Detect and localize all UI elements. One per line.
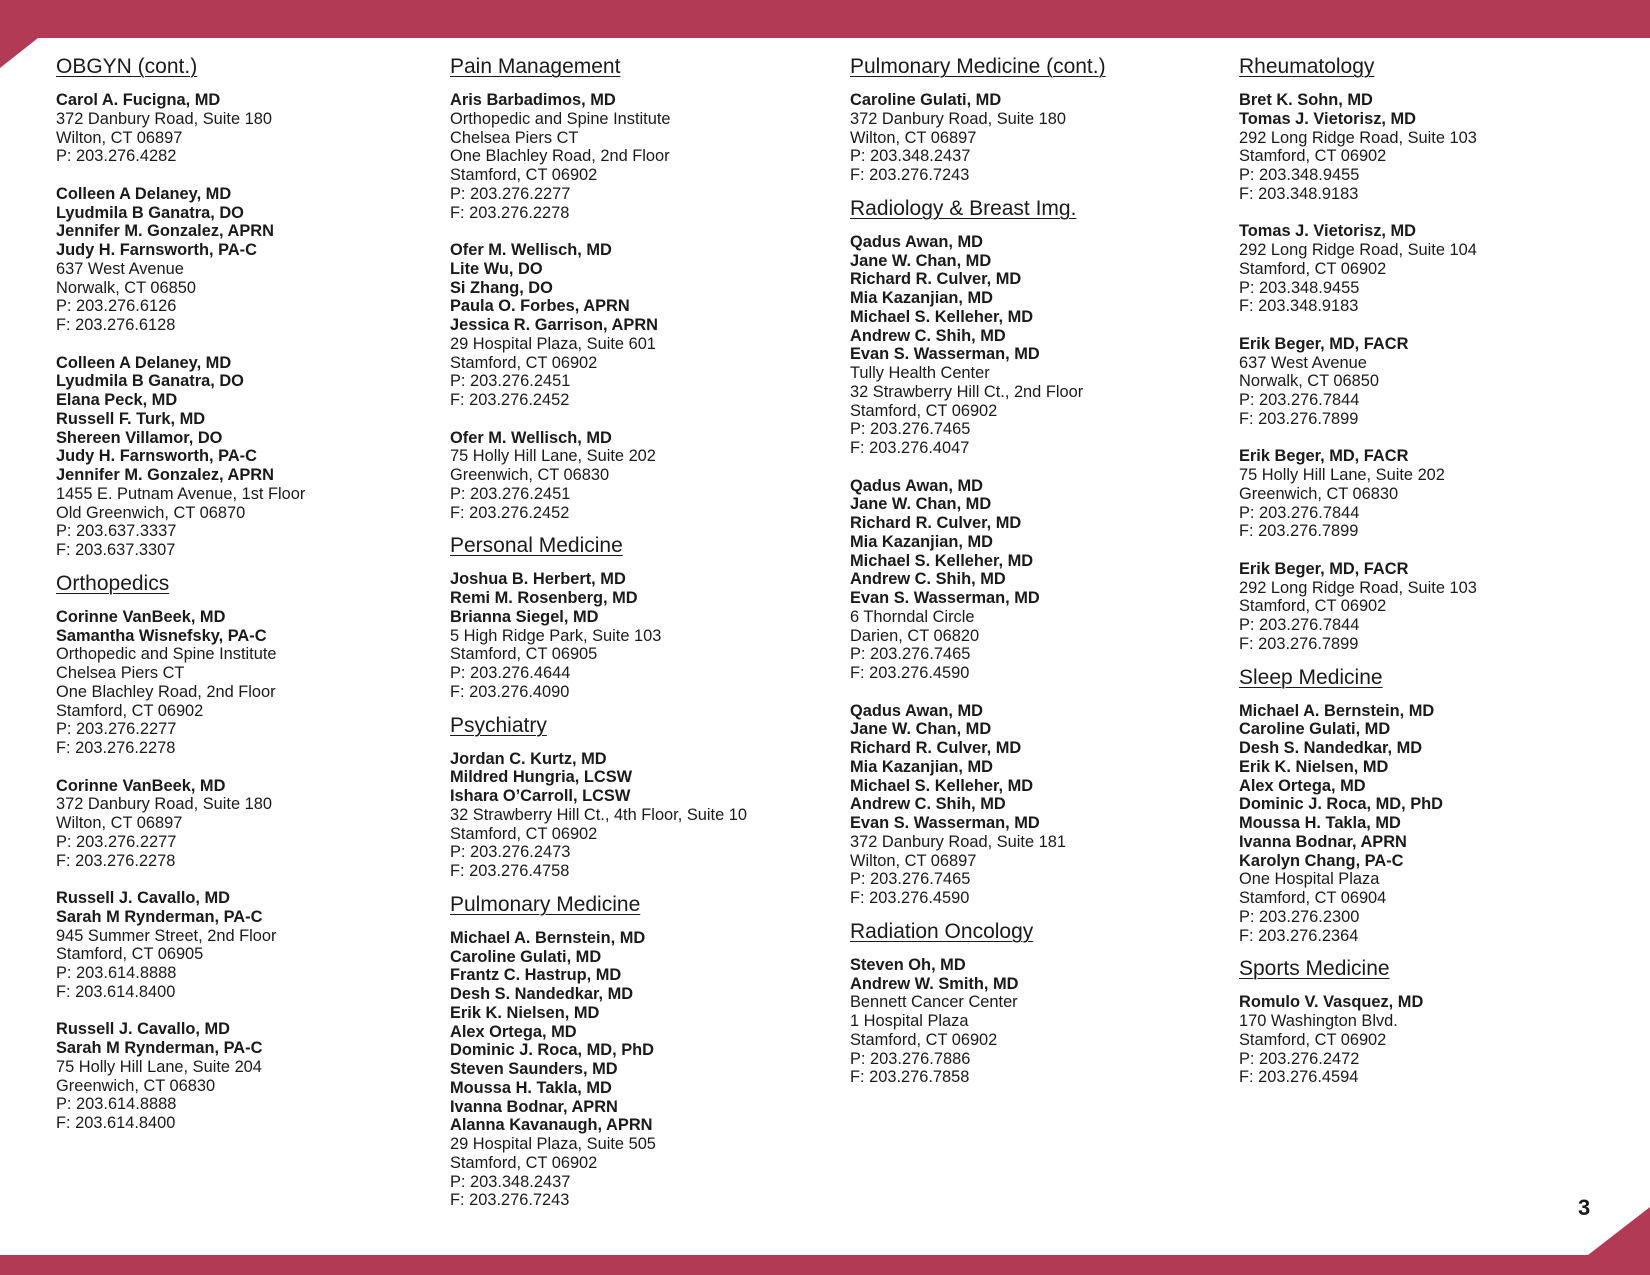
provider-name: Jennifer M. Gonzalez, APRN xyxy=(56,222,274,241)
provider-detail-line: 372 Danbury Road, Suite 180 xyxy=(56,109,272,128)
provider-detail-line: Greenwich, CT 06830 xyxy=(450,466,610,484)
provider-name: Lyudmila B Ganatra, DO xyxy=(56,203,244,222)
provider-detail-line: F: 203.276.4590 xyxy=(850,889,970,907)
provider-detail-line: P: 203.276.6126 xyxy=(56,297,177,316)
provider-name: Moussa H. Takla, MD xyxy=(450,1078,612,1097)
provider-name: Sarah M Rynderman, PA-C xyxy=(56,1039,263,1057)
provider-name: Desh S. Nandedkar, MD xyxy=(1239,739,1423,757)
provider-detail-line: P: 203.276.7844 xyxy=(1239,616,1360,634)
provider-name: Lite Wu, DO xyxy=(450,259,543,278)
provider-detail-line: F: 203.276.2364 xyxy=(1239,926,1359,945)
provider-detail-line: 1455 E. Putnam Avenue, 1st Floor xyxy=(56,484,306,503)
provider-detail-line: F: 203.276.2278 xyxy=(56,851,176,870)
provider-name: Jane W. Chan, MD xyxy=(850,251,992,270)
provider-entry xyxy=(1239,560,1569,654)
provider-name: Erik K. Nielsen, MD xyxy=(1239,757,1389,776)
specialty-heading: Personal Medicine xyxy=(450,534,623,558)
provider-name: Mildred Hungria, LCSW xyxy=(450,768,633,787)
top-accent-band xyxy=(0,0,1650,38)
specialty-section xyxy=(850,53,1210,185)
provider-detail-line: F: 203.276.2452 xyxy=(450,391,570,409)
provider-detail-line: P: 203.276.7886 xyxy=(850,1049,971,1068)
provider-detail-line: Stamford, CT 06902 xyxy=(450,1153,598,1172)
provider-entry xyxy=(56,354,416,560)
specialty-section xyxy=(1239,955,1569,1087)
specialty-heading: Pulmonary Medicine xyxy=(450,892,641,916)
provider-detail-line: Greenwich, CT 06830 xyxy=(56,1076,216,1095)
provider-name: Aris Barbadimos, MD xyxy=(450,91,616,109)
provider-detail-line: P: 203.276.2473 xyxy=(450,843,571,862)
provider-detail-line: P: 203.276.2300 xyxy=(1239,907,1360,926)
provider-detail-line: Orthopedic and Spine Institute xyxy=(450,109,671,128)
provider-detail-line: 75 Holly Hill Lane, Suite 202 xyxy=(1239,466,1445,484)
specialty-section xyxy=(450,712,820,881)
provider-name: Caroline Gulati, MD xyxy=(1239,720,1391,739)
provider-detail-line: P: 203.348.2437 xyxy=(450,1172,571,1191)
specialty-heading: Radiation Oncology xyxy=(850,919,1034,943)
provider-name: Jane W. Chan, MD xyxy=(850,495,992,514)
provider-entry xyxy=(56,608,416,758)
provider-entry xyxy=(1239,91,1569,204)
provider-detail-line: One Hospital Plaza xyxy=(1239,870,1380,889)
provider-name: Richard R. Culver, MD xyxy=(850,270,1022,289)
provider-name: Romulo V. Vasquez, MD xyxy=(1239,993,1424,1012)
provider-detail-line: F: 203.276.4047 xyxy=(850,439,970,457)
provider-name: Steven Oh, MD xyxy=(850,955,966,974)
provider-name: Russell J. Cavallo, MD xyxy=(56,889,230,907)
provider-name: Tomas J. Vietorisz, MD xyxy=(1239,222,1417,241)
provider-detail-line: 372 Danbury Road, Suite 180 xyxy=(56,795,272,814)
bottom-corner-triangle xyxy=(1588,1207,1650,1255)
provider-detail-line: Orthopedic and Spine Institute xyxy=(56,645,277,664)
provider-detail-line: 75 Holly Hill Lane, Suite 204 xyxy=(56,1057,262,1076)
provider-detail-line: P: 203.348.9455 xyxy=(1239,166,1360,184)
provider-name: Karolyn Chang, PA-C xyxy=(1239,851,1404,870)
provider-detail-line: 292 Long Ridge Road, Suite 104 xyxy=(1239,241,1477,259)
provider-detail-line: P: 203.614.8888 xyxy=(56,1095,177,1114)
provider-name: Alanna Kavanaugh, APRN xyxy=(450,1116,653,1135)
provider-detail-line: Stamford, CT 06902 xyxy=(56,701,204,720)
provider-detail-line: P: 203.637.3337 xyxy=(56,522,177,541)
provider-detail-line: P: 203.276.2277 xyxy=(56,720,177,739)
provider-detail-line: Stamford, CT 06902 xyxy=(450,353,598,372)
provider-detail-line: Stamford, CT 06902 xyxy=(450,166,598,184)
specialty-heading: Rheumatology xyxy=(1239,55,1375,78)
provider-entry xyxy=(56,889,416,1002)
provider-detail-line: Wilton, CT 06897 xyxy=(850,851,977,870)
bottom-accent-band xyxy=(0,1255,1650,1275)
provider-detail-line: Stamford, CT 06902 xyxy=(1239,597,1387,616)
provider-detail-line: Stamford, CT 06902 xyxy=(1239,147,1387,166)
provider-name: Andrew C. Shih, MD xyxy=(850,326,1006,345)
provider-name: Michael A. Bernstein, MD xyxy=(450,928,646,947)
provider-detail-line: 372 Danbury Road, Suite 180 xyxy=(850,109,1066,128)
provider-name: Mia Kazanjian, MD xyxy=(850,757,993,776)
provider-entry xyxy=(1239,335,1569,429)
provider-detail-line: P: 203.276.2472 xyxy=(1239,1049,1360,1068)
provider-detail-line: P: 203.276.7465 xyxy=(850,645,971,664)
provider-detail-line: F: 203.276.4090 xyxy=(450,682,570,701)
provider-name: Ishara O’Carroll, LCSW xyxy=(450,787,631,805)
provider-name: Desh S. Nandedkar, MD xyxy=(450,985,634,1003)
provider-detail-line: Stamford, CT 06902 xyxy=(450,824,598,843)
provider-detail-line: F: 203.276.7899 xyxy=(1239,634,1359,653)
provider-entry xyxy=(1239,993,1569,1087)
provider-detail-line: Darien, CT 06820 xyxy=(850,626,980,645)
provider-name: Colleen A Delaney, MD xyxy=(56,184,232,203)
provider-detail-line: Wilton, CT 06897 xyxy=(850,128,977,147)
provider-detail-line: Stamford, CT 06905 xyxy=(450,645,598,664)
provider-entry xyxy=(450,750,820,881)
provider-entry xyxy=(56,91,416,166)
provider-name: Erik K. Nielsen, MD xyxy=(450,1003,600,1022)
provider-entry xyxy=(850,702,1210,908)
provider-name: Si Zhang, DO xyxy=(450,278,553,297)
provider-detail-line: 29 Hospital Plaza, Suite 505 xyxy=(450,1135,656,1153)
provider-detail-line: F: 203.276.2452 xyxy=(450,503,570,522)
specialty-heading: Sleep Medicine xyxy=(1239,665,1383,689)
specialty-section xyxy=(450,53,820,522)
provider-name: Elana Peck, MD xyxy=(56,391,178,409)
specialty-section xyxy=(1239,664,1569,946)
provider-detail-line: F: 203.276.7858 xyxy=(850,1068,970,1087)
provider-name: Tomas J. Vietorisz, MD xyxy=(1239,109,1417,128)
provider-name: Richard R. Culver, MD xyxy=(850,514,1022,532)
provider-name: Michael S. Kelleher, MD xyxy=(850,551,1034,570)
directory-column-1 xyxy=(56,53,416,1133)
provider-name: Samantha Wisnefsky, PA-C xyxy=(56,626,267,645)
provider-entry xyxy=(1239,222,1569,316)
provider-name: Steven Saunders, MD xyxy=(450,1060,618,1078)
provider-name: Dominic J. Roca, MD, PhD xyxy=(450,1041,655,1060)
provider-name: Ivanna Bodnar, APRN xyxy=(1239,832,1407,851)
provider-detail-line: P: 203.276.4644 xyxy=(450,664,571,682)
provider-name: Richard R. Culver, MD xyxy=(850,739,1022,757)
provider-detail-line: F: 203.614.8400 xyxy=(56,982,176,1001)
provider-detail-line: F: 203.276.2278 xyxy=(450,203,570,222)
provider-detail-line: P: 203.276.2451 xyxy=(450,484,571,503)
provider-detail-line: Norwalk, CT 06850 xyxy=(56,278,196,297)
provider-name: Ofer M. Wellisch, MD xyxy=(450,428,612,447)
provider-name: Remi M. Rosenberg, MD xyxy=(450,589,638,607)
provider-name: Russell J. Cavallo, MD xyxy=(56,1020,230,1039)
provider-detail-line: F: 203.276.2278 xyxy=(56,739,176,757)
provider-entry xyxy=(850,477,1210,683)
provider-entry xyxy=(1239,702,1569,946)
provider-detail-line: P: 203.276.2277 xyxy=(56,832,177,851)
provider-entry xyxy=(450,241,820,410)
provider-entry xyxy=(450,91,820,222)
specialty-heading: OBGYN (cont.) xyxy=(56,55,198,78)
provider-detail-line: Norwalk, CT 06850 xyxy=(1239,372,1379,391)
provider-detail-line: F: 203.276.7899 xyxy=(1239,522,1359,541)
provider-detail-line: Greenwich, CT 06830 xyxy=(1239,484,1399,503)
provider-detail-line: P: 203.276.7465 xyxy=(850,870,971,889)
specialty-heading: Sports Medicine xyxy=(1239,957,1390,981)
provider-name: Mia Kazanjian, MD xyxy=(850,289,993,307)
provider-detail-line: One Blachley Road, 2nd Floor xyxy=(450,147,670,166)
provider-detail-line: P: 203.614.8888 xyxy=(56,964,177,982)
provider-detail-line: F: 203.614.8400 xyxy=(56,1114,176,1132)
page-number: 3 xyxy=(1578,1195,1591,1220)
provider-detail-line: Stamford, CT 06905 xyxy=(56,945,204,964)
provider-name: Bret K. Sohn, MD xyxy=(1239,91,1373,109)
provider-detail-line: Stamford, CT 06904 xyxy=(1239,889,1387,907)
provider-name: Qadus Awan, MD xyxy=(850,476,983,495)
provider-detail-line: 75 Holly Hill Lane, Suite 202 xyxy=(450,447,656,466)
provider-name: Ofer M. Wellisch, MD xyxy=(450,241,612,259)
provider-name: Evan S. Wasserman, MD xyxy=(850,814,1040,832)
provider-name: Russell F. Turk, MD xyxy=(56,409,206,428)
provider-name: Jordan C. Kurtz, MD xyxy=(450,749,607,768)
provider-name: Moussa H. Takla, MD xyxy=(1239,814,1401,832)
provider-name: Lyudmila B Ganatra, DO xyxy=(56,372,244,391)
provider-detail-line: F: 203.276.4594 xyxy=(1239,1068,1359,1087)
provider-entry xyxy=(450,929,820,1210)
provider-detail-line: P: 203.276.7844 xyxy=(1239,391,1360,409)
provider-name: Brianna Siegel, MD xyxy=(450,607,599,626)
provider-name: Michael S. Kelleher, MD xyxy=(850,776,1034,795)
provider-name: Andrew C. Shih, MD xyxy=(850,795,1006,814)
provider-entry xyxy=(56,185,416,335)
provider-detail-line: F: 203.637.3307 xyxy=(56,541,176,559)
provider-entry xyxy=(850,956,1210,1087)
provider-name: Erik Beger, MD, FACR xyxy=(1239,447,1409,466)
provider-name: Andrew W. Smith, MD xyxy=(850,974,1019,993)
provider-detail-line: 29 Hospital Plaza, Suite 601 xyxy=(450,334,656,353)
provider-name: Caroline Gulati, MD xyxy=(850,91,1002,109)
provider-detail-line: 945 Summer Street, 2nd Floor xyxy=(56,926,277,945)
directory-column-4 xyxy=(1239,53,1569,1087)
provider-detail-line: 1 Hospital Plaza xyxy=(850,1012,969,1030)
provider-name: Carol A. Fucigna, MD xyxy=(56,91,221,109)
provider-detail-line: Stamford, CT 06902 xyxy=(1239,259,1387,278)
provider-name: Shereen Villamor, DO xyxy=(56,428,223,447)
provider-detail-line: Stamford, CT 06902 xyxy=(850,1030,998,1049)
provider-name: Jennifer M. Gonzalez, APRN xyxy=(56,466,274,484)
provider-detail-line: Bennett Cancer Center xyxy=(850,993,1018,1012)
provider-detail-line: F: 203.276.4758 xyxy=(450,862,570,880)
specialty-section xyxy=(56,570,416,1133)
provider-detail-line: 292 Long Ridge Road, Suite 103 xyxy=(1239,128,1477,147)
provider-detail-line: 170 Washington Blvd. xyxy=(1239,1012,1398,1030)
provider-name: Frantz C. Hastrup, MD xyxy=(450,966,622,985)
provider-name: Alex Ortega, MD xyxy=(450,1022,577,1041)
provider-name: Dominic J. Roca, MD, PhD xyxy=(1239,795,1444,814)
specialty-heading: Pain Management xyxy=(450,55,621,78)
provider-name: Corinne VanBeek, MD xyxy=(56,607,226,626)
provider-detail-line: Stamford, CT 06902 xyxy=(1239,1030,1387,1049)
provider-detail-line: F: 203.348.9183 xyxy=(1239,184,1359,203)
provider-detail-line: F: 203.276.7243 xyxy=(450,1191,570,1210)
provider-entry xyxy=(56,1020,416,1133)
provider-detail-line: 32 Strawberry Hill Ct., 2nd Floor xyxy=(850,382,1084,401)
provider-detail-line: F: 203.276.7243 xyxy=(850,166,970,184)
provider-name: Michael A. Bernstein, MD xyxy=(1239,701,1435,720)
provider-name: Alex Ortega, MD xyxy=(1239,776,1366,795)
specialty-heading: Pulmonary Medicine (cont.) xyxy=(850,55,1106,78)
provider-entry xyxy=(850,233,1210,458)
provider-detail-line: P: 203.276.7465 xyxy=(850,420,971,439)
provider-name: Michael S. Kelleher, MD xyxy=(850,307,1034,326)
provider-name: Paula O. Forbes, APRN xyxy=(450,297,630,316)
specialty-section xyxy=(450,891,820,1210)
provider-name: Evan S. Wasserman, MD xyxy=(850,589,1040,607)
provider-detail-line: F: 203.276.7899 xyxy=(1239,409,1359,428)
provider-name: Qadus Awan, MD xyxy=(850,232,983,251)
directory-column-3 xyxy=(850,53,1210,1087)
provider-entry xyxy=(1239,447,1569,541)
provider-detail-line: P: 203.348.2437 xyxy=(850,147,971,166)
provider-detail-line: Wilton, CT 06897 xyxy=(56,128,183,147)
provider-name: Ivanna Bodnar, APRN xyxy=(450,1097,618,1116)
provider-detail-line: Old Greenwich, CT 06870 xyxy=(56,503,246,522)
top-corner-triangle xyxy=(0,38,38,68)
provider-name: Evan S. Wasserman, MD xyxy=(850,345,1040,364)
provider-name: Erik Beger, MD, FACR xyxy=(1239,559,1409,578)
provider-detail-line: P: 203.276.2451 xyxy=(450,372,571,391)
provider-name: Colleen A Delaney, MD xyxy=(56,353,232,372)
provider-name: Sarah M Rynderman, PA-C xyxy=(56,907,263,926)
specialty-heading: Radiology & Breast Img. xyxy=(850,196,1077,220)
provider-name: Judy H. Farnsworth, PA-C xyxy=(56,241,257,259)
specialty-heading: Psychiatry xyxy=(450,713,547,737)
provider-name: Caroline Gulati, MD xyxy=(450,947,602,966)
provider-detail-line: 6 Thorndal Circle xyxy=(850,607,975,626)
provider-name: Qadus Awan, MD xyxy=(850,701,983,720)
provider-detail-line: P: 203.276.4282 xyxy=(56,147,177,166)
provider-detail-line: 637 West Avenue xyxy=(56,259,184,278)
specialty-section xyxy=(850,195,1210,908)
provider-entry xyxy=(56,777,416,871)
provider-detail-line: Tully Health Center xyxy=(850,364,990,382)
provider-detail-line: F: 203.276.4590 xyxy=(850,664,970,682)
provider-detail-line: P: 203.276.2277 xyxy=(450,184,571,203)
provider-name: Corinne VanBeek, MD xyxy=(56,776,226,795)
provider-detail-line: P: 203.348.9455 xyxy=(1239,278,1360,297)
provider-detail-line: Wilton, CT 06897 xyxy=(56,814,183,832)
provider-detail-line: F: 203.348.9183 xyxy=(1239,297,1359,316)
provider-detail-line: P: 203.276.7844 xyxy=(1239,503,1360,522)
provider-entry xyxy=(450,570,820,701)
provider-entry xyxy=(850,91,1210,185)
provider-detail-line: 5 High Ridge Park, Suite 103 xyxy=(450,626,662,645)
specialty-heading: Orthopedics xyxy=(56,571,170,595)
specialty-section xyxy=(56,53,416,560)
provider-name: Erik Beger, MD, FACR xyxy=(1239,334,1409,353)
directory-column-2 xyxy=(450,53,820,1210)
specialty-section xyxy=(1239,53,1569,654)
provider-name: Joshua B. Herbert, MD xyxy=(450,570,626,589)
provider-detail-line: Stamford, CT 06902 xyxy=(850,401,998,420)
provider-detail-line: Chelsea Piers CT xyxy=(56,664,185,682)
provider-detail-line: F: 203.276.6128 xyxy=(56,316,176,334)
provider-name: Mia Kazanjian, MD xyxy=(850,532,993,551)
provider-name: Judy H. Farnsworth, PA-C xyxy=(56,447,257,466)
provider-detail-line: One Blachley Road, 2nd Floor xyxy=(56,682,276,701)
provider-detail-line: 372 Danbury Road, Suite 181 xyxy=(850,832,1066,851)
provider-name: Andrew C. Shih, MD xyxy=(850,570,1006,589)
provider-detail-line: 292 Long Ridge Road, Suite 103 xyxy=(1239,578,1477,597)
provider-detail-line: Chelsea Piers CT xyxy=(450,128,579,147)
provider-detail-line: 637 West Avenue xyxy=(1239,353,1367,372)
provider-name: Jessica R. Garrison, APRN xyxy=(450,316,659,334)
provider-name: Jane W. Chan, MD xyxy=(850,720,992,739)
provider-detail-line: 32 Strawberry Hill Ct., 4th Floor, Suite 10 xyxy=(450,805,747,824)
specialty-section xyxy=(850,918,1210,1087)
provider-entry xyxy=(450,429,820,523)
specialty-section xyxy=(450,532,820,701)
